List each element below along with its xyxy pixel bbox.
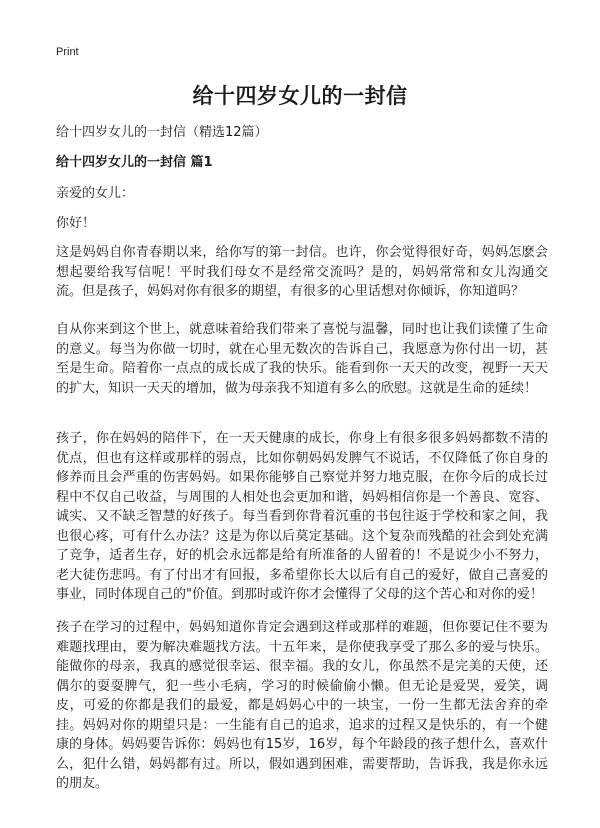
- document-title: 给十四岁女儿的一封信: [192, 84, 408, 108]
- body-paragraph: 孩子，你在妈妈的陪伴下，在一天天健康的成长，你身上有很多很多妈妈都数不清的优点，但也有这样或那样的弱点，比如你朝妈妈发脾气不说话，不仅降低了你自身的修养而且会严重的伤害妈妈。如果你能够自己察觉并努力地克服，在你今后的成长过程中不仅自己收益，与周围的人相处也会更加和谐，妈妈相信你是一个善良、宽容、诚实、又不缺乏智慧的好孩子。每当看到你背着沉重的书包往返于学校和家之间，我也很心疼，可有什么办法？这是为你以后莫定基础。这个复杂而残酷的社会到处充满了竞争，适者生存，好的机会永远都是给有所准备的人留着的！不是说少小不努力，老大徒伤悲吗。有了付出才有回报，多希望你长大以后有自己的爱好，做自己喜爱的事业，同时体现自己的"价值。到那时或许你才会懂得了父母的这个苦心和对你的爱！: [56, 431, 548, 602]
- body-paragraph: 这是妈妈自你青春期以来，给你写的第一封信。也许，你会觉得很好奇，妈妈怎麽会想起要给我写信呢！平时我们母女不是经常交流吗？是的，妈妈常常和女儿沟通交流。但是孩子，妈妈对你有很多的期望，有很多的心里话想对你倾诉，你知道吗？: [56, 245, 548, 299]
- body-paragraph: 自从你来到这个世上，就意味着给我们带来了喜悦与温馨，同时也让我们读懂了生命的意义。每当为你做一切时，就在心里无数次的告诉自己，我愿意为你付出一切，甚至是生命。陪着你一点点的成长成了我的快乐。能看到你一天天的改变，视野一天天的扩大，知识一天天的增加，做为母亲我不知道有多么的欣慰。这就是生命的延续！: [56, 322, 548, 396]
- document-subtitle: 给十四岁女儿的一封信（精选12篇）: [56, 125, 268, 140]
- letter-greeting: 你好！: [56, 216, 96, 231]
- letter-salutation: 亲爱的女儿：: [56, 186, 135, 201]
- body-paragraph: 孩子在学习的过程中，妈妈知道你肯定会遇到这样或那样的难题，但你要记住不要为难题找理由，要为解决难题找方法。十五年来，是你使我享受了那么多的爱与快乐。能做你的母亲，我真的感觉很幸运、很幸福。我的女儿，你虽然不是完美的天使，还偶尔的耍耍脾气，犯一些小毛病，学习的时候偷偷小懒。但无论是爱哭，爱笑，调皮，可爱的你都是我们的最爱，都是妈妈心中的一块宝，一份一生都无法舍弃的牵挂。妈妈对你的期望只是：一生能有自己的追求，追求的过程又是快乐的，有一个健康的身体。妈妈要告诉你：妈妈也有15岁，16岁，每个年龄段的孩子想什么，喜欢什么，犯什么错，妈妈都有过。所以，假如遇到困难，需要帮助，告诉我，我是你永远的朋友。: [56, 620, 548, 791]
- print-label[interactable]: Print: [56, 46, 79, 58]
- section-heading: 给十四岁女儿的一封信 篇1: [56, 155, 213, 170]
